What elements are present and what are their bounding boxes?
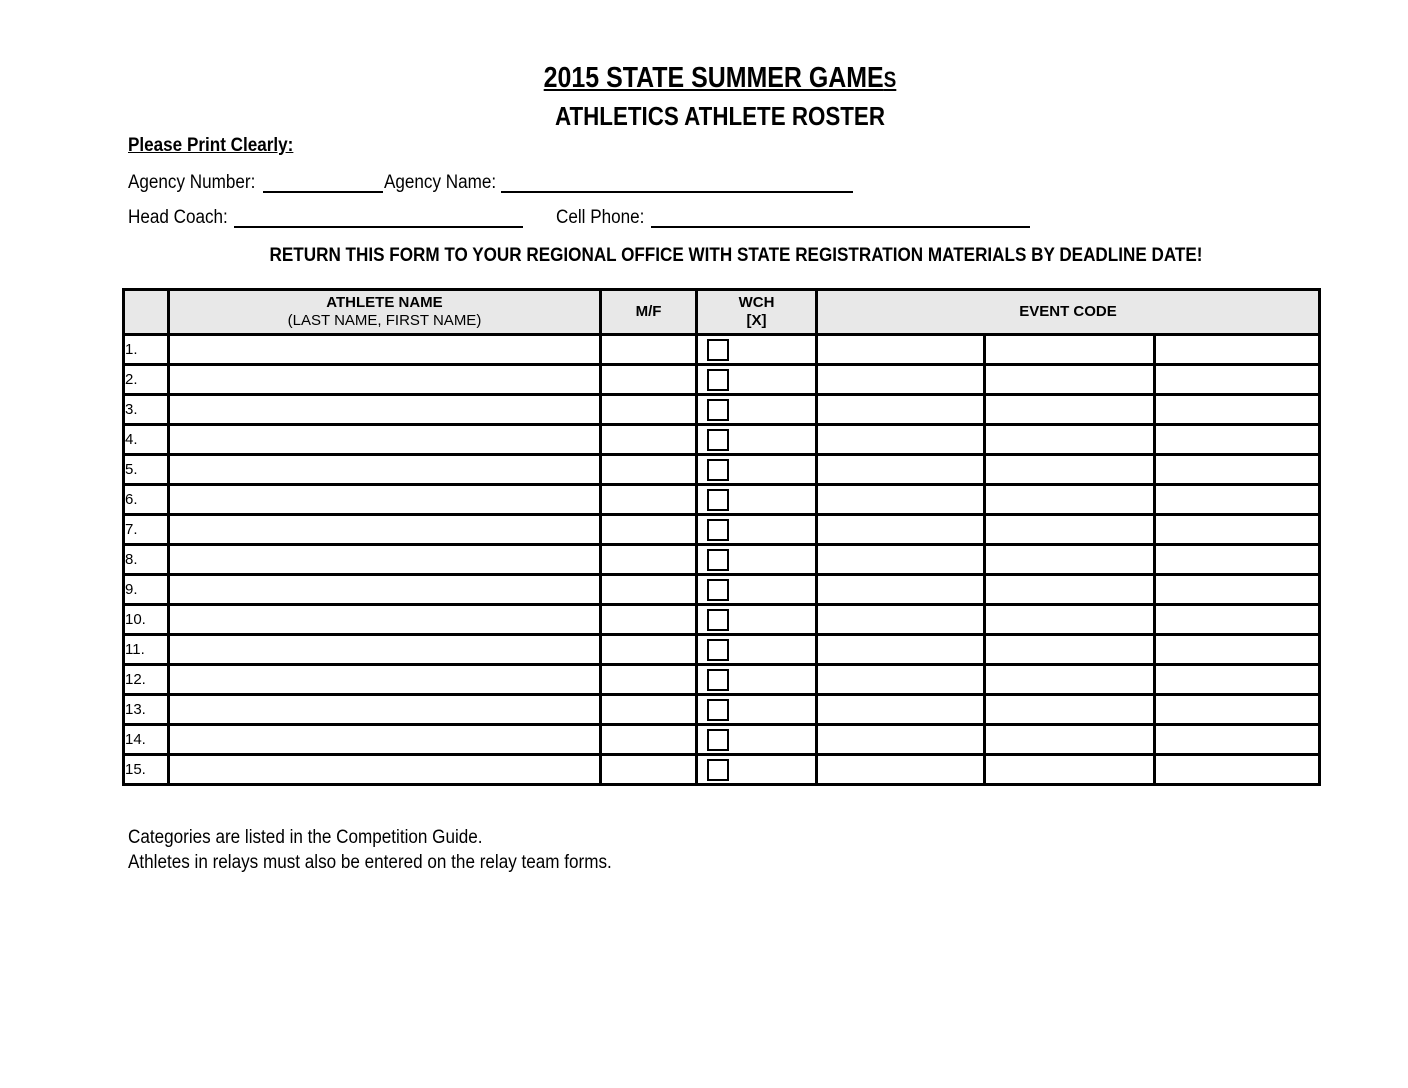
event-code-cell-2[interactable] bbox=[985, 395, 1155, 425]
table-row bbox=[124, 755, 1320, 785]
wch-checkbox[interactable] bbox=[707, 519, 729, 541]
footnote-relays: Athletes in relays must also be entered on the relay team forms. bbox=[128, 852, 612, 873]
athlete-name-header-sublabel: (LAST NAME, FIRST NAME) bbox=[287, 312, 482, 329]
mf-cell[interactable] bbox=[601, 605, 697, 635]
athlete-name-cell[interactable] bbox=[169, 635, 601, 665]
athlete-name-cell[interactable] bbox=[169, 455, 601, 485]
mf-cell[interactable] bbox=[601, 515, 697, 545]
event-code-cell-1[interactable] bbox=[817, 635, 985, 665]
wch-checkbox[interactable] bbox=[707, 609, 729, 631]
wch-checkbox[interactable] bbox=[707, 399, 729, 421]
event-code-cell-2[interactable] bbox=[985, 575, 1155, 605]
athlete-name-cell[interactable] bbox=[169, 545, 601, 575]
mf-cell[interactable] bbox=[601, 575, 697, 605]
form-title-main: 2015 STATE SUMMER GAME bbox=[543, 62, 884, 94]
row-number: 10. bbox=[124, 605, 169, 635]
wch-header-sublabel: [X] bbox=[746, 312, 767, 329]
event-code-cell-3[interactable] bbox=[1155, 485, 1320, 515]
return-notice: RETURN THIS FORM TO YOUR REGIONAL OFFICE WITH STATE REGISTRATION MATERIALS BY DEADLINE DATE! bbox=[269, 245, 1203, 266]
table-row bbox=[124, 455, 1320, 485]
event-code-cell-1[interactable] bbox=[817, 695, 985, 725]
cell-phone-label: Cell Phone: bbox=[556, 207, 645, 228]
agency-number-label: Agency Number: bbox=[128, 172, 256, 193]
table-row bbox=[124, 425, 1320, 455]
wch-cell bbox=[697, 575, 817, 605]
wch-checkbox[interactable] bbox=[707, 759, 729, 781]
row-number: 5. bbox=[124, 455, 169, 485]
row-number: 1. bbox=[124, 335, 169, 365]
event-code-cell-1[interactable] bbox=[817, 425, 985, 455]
event-code-cell-1[interactable] bbox=[817, 575, 985, 605]
event-code-cell-2[interactable] bbox=[985, 365, 1155, 395]
wch-checkbox[interactable] bbox=[707, 369, 729, 391]
event-code-cell-3[interactable] bbox=[1155, 425, 1320, 455]
event-code-cell-2[interactable] bbox=[985, 695, 1155, 725]
athlete-name-cell[interactable] bbox=[169, 755, 601, 785]
athlete-name-header-label: ATHLETE NAME bbox=[326, 294, 443, 311]
agency-name-label: Agency Name: bbox=[384, 172, 497, 193]
table-row bbox=[124, 575, 1320, 605]
event-code-cell-1[interactable] bbox=[817, 485, 985, 515]
wch-checkbox[interactable] bbox=[707, 579, 729, 601]
event-code-cell-1[interactable] bbox=[817, 605, 985, 635]
number-column-header bbox=[124, 290, 169, 335]
event-code-cell-3[interactable] bbox=[1155, 575, 1320, 605]
wch-header-label: WCH bbox=[738, 294, 775, 311]
wch-cell bbox=[697, 755, 817, 785]
wch-checkbox[interactable] bbox=[707, 549, 729, 571]
event-code-cell-3[interactable] bbox=[1155, 725, 1320, 755]
event-code-cell-1[interactable] bbox=[817, 515, 985, 545]
wch-cell bbox=[697, 395, 817, 425]
row-number: 6. bbox=[124, 485, 169, 515]
table-row bbox=[124, 485, 1320, 515]
table-row bbox=[124, 605, 1320, 635]
event-code-cell-2[interactable] bbox=[985, 635, 1155, 665]
athlete-name-cell[interactable] bbox=[169, 605, 601, 635]
event-code-cell-2[interactable] bbox=[985, 485, 1155, 515]
table-row bbox=[124, 335, 1320, 365]
event-code-cell-2[interactable] bbox=[985, 605, 1155, 635]
head-coach-field[interactable] bbox=[234, 226, 523, 228]
wch-cell bbox=[697, 545, 817, 575]
wch-checkbox[interactable] bbox=[707, 699, 729, 721]
form-subtitle: ATHLETICS ATHLETE ROSTER bbox=[554, 101, 885, 131]
event-code-cell-3[interactable] bbox=[1155, 395, 1320, 425]
row-number: 15. bbox=[124, 755, 169, 785]
mf-cell[interactable] bbox=[601, 365, 697, 395]
row-number: 8. bbox=[124, 545, 169, 575]
row-number: 14. bbox=[124, 725, 169, 755]
athlete-name-cell[interactable] bbox=[169, 725, 601, 755]
athlete-name-cell[interactable] bbox=[169, 335, 601, 365]
mf-cell[interactable] bbox=[601, 335, 697, 365]
athlete-name-cell[interactable] bbox=[169, 575, 601, 605]
row-number: 11. bbox=[124, 635, 169, 665]
table-row bbox=[124, 725, 1320, 755]
cell-phone-field[interactable] bbox=[651, 226, 1030, 228]
event-code-cell-1[interactable] bbox=[817, 545, 985, 575]
athlete-name-cell[interactable] bbox=[169, 395, 601, 425]
event-code-cell-2[interactable] bbox=[985, 665, 1155, 695]
row-number: 3. bbox=[124, 395, 169, 425]
roster-body bbox=[124, 335, 1320, 785]
form-title bbox=[101, 62, 1339, 95]
agency-name-field[interactable] bbox=[501, 191, 853, 193]
print-clearly-label: Please Print Clearly: bbox=[128, 135, 294, 156]
event-code-cell-3[interactable] bbox=[1155, 515, 1320, 545]
athlete-name-cell[interactable] bbox=[169, 365, 601, 395]
row-number: 2. bbox=[124, 365, 169, 395]
event-code-cell-2[interactable] bbox=[985, 755, 1155, 785]
event-code-cell-1[interactable] bbox=[817, 755, 985, 785]
wch-cell bbox=[697, 515, 817, 545]
mf-cell[interactable] bbox=[601, 725, 697, 755]
mf-column-header: M/F bbox=[601, 290, 697, 335]
table-row bbox=[124, 695, 1320, 725]
wch-checkbox[interactable] bbox=[707, 459, 729, 481]
event-code-cell-1[interactable] bbox=[817, 365, 985, 395]
event-code-cell-2[interactable] bbox=[985, 725, 1155, 755]
wch-cell bbox=[697, 425, 817, 455]
event-code-cell-2[interactable] bbox=[985, 335, 1155, 365]
wch-cell bbox=[697, 725, 817, 755]
event-code-cell-3[interactable] bbox=[1155, 605, 1320, 635]
event-code-cell-2[interactable] bbox=[985, 455, 1155, 485]
event-code-cell-3[interactable] bbox=[1155, 665, 1320, 695]
table-row bbox=[124, 395, 1320, 425]
wch-cell bbox=[697, 365, 817, 395]
event-code-cell-3[interactable] bbox=[1155, 545, 1320, 575]
event-code-cell-3[interactable] bbox=[1155, 635, 1320, 665]
wch-checkbox[interactable] bbox=[707, 489, 729, 511]
athlete-roster-table bbox=[122, 288, 1321, 786]
athlete-name-column-header bbox=[169, 290, 601, 335]
mf-cell[interactable] bbox=[601, 425, 697, 455]
wch-cell bbox=[697, 605, 817, 635]
event-code-cell-1[interactable] bbox=[817, 395, 985, 425]
event-code-cell-2[interactable] bbox=[985, 425, 1155, 455]
wch-checkbox[interactable] bbox=[707, 339, 729, 361]
event-code-cell-1[interactable] bbox=[817, 455, 985, 485]
table-row bbox=[124, 635, 1320, 665]
head-coach-label: Head Coach: bbox=[128, 207, 228, 228]
event-code-cell-3[interactable] bbox=[1155, 365, 1320, 395]
athlete-name-cell[interactable] bbox=[169, 665, 601, 695]
athlete-name-cell[interactable] bbox=[169, 695, 601, 725]
mf-cell[interactable] bbox=[601, 455, 697, 485]
row-number: 13. bbox=[124, 695, 169, 725]
event-code-cell-1[interactable] bbox=[817, 335, 985, 365]
event-code-cell-3[interactable] bbox=[1155, 335, 1320, 365]
table-row bbox=[124, 365, 1320, 395]
mf-cell[interactable] bbox=[601, 485, 697, 515]
wch-checkbox[interactable] bbox=[707, 669, 729, 691]
mf-cell[interactable] bbox=[601, 755, 697, 785]
wch-checkbox[interactable] bbox=[707, 429, 729, 451]
event-code-cell-3[interactable] bbox=[1155, 455, 1320, 485]
footnote-categories: Categories are listed in the Competition Guide. bbox=[128, 827, 483, 848]
wch-cell bbox=[697, 665, 817, 695]
mf-cell[interactable] bbox=[601, 695, 697, 725]
wch-cell bbox=[697, 455, 817, 485]
row-number: 12. bbox=[124, 665, 169, 695]
event-code-cell-3[interactable] bbox=[1155, 755, 1320, 785]
row-number: 9. bbox=[124, 575, 169, 605]
event-code-cell-1[interactable] bbox=[817, 725, 985, 755]
event-code-column-header: EVENT CODE bbox=[817, 290, 1320, 335]
mf-cell[interactable] bbox=[601, 395, 697, 425]
table-header-row bbox=[124, 290, 1320, 335]
mf-cell[interactable] bbox=[601, 665, 697, 695]
table-row bbox=[124, 665, 1320, 695]
event-code-cell-3[interactable] bbox=[1155, 695, 1320, 725]
athlete-name-cell[interactable] bbox=[169, 485, 601, 515]
mf-cell[interactable] bbox=[601, 545, 697, 575]
wch-cell bbox=[697, 695, 817, 725]
wch-cell bbox=[697, 485, 817, 515]
wch-cell bbox=[697, 335, 817, 365]
wch-cell bbox=[697, 635, 817, 665]
table-row bbox=[124, 515, 1320, 545]
wch-column-header bbox=[697, 290, 817, 335]
wch-checkbox[interactable] bbox=[707, 729, 729, 751]
agency-number-field[interactable] bbox=[263, 191, 383, 193]
event-code-cell-2[interactable] bbox=[985, 515, 1155, 545]
athlete-name-cell[interactable] bbox=[169, 515, 601, 545]
row-number: 7. bbox=[124, 515, 169, 545]
mf-cell[interactable] bbox=[601, 635, 697, 665]
event-code-cell-1[interactable] bbox=[817, 665, 985, 695]
row-number: 4. bbox=[124, 425, 169, 455]
form-title-suffix: S bbox=[883, 67, 897, 92]
table-row bbox=[124, 545, 1320, 575]
wch-checkbox[interactable] bbox=[707, 639, 729, 661]
event-code-cell-2[interactable] bbox=[985, 545, 1155, 575]
athlete-name-cell[interactable] bbox=[169, 425, 601, 455]
